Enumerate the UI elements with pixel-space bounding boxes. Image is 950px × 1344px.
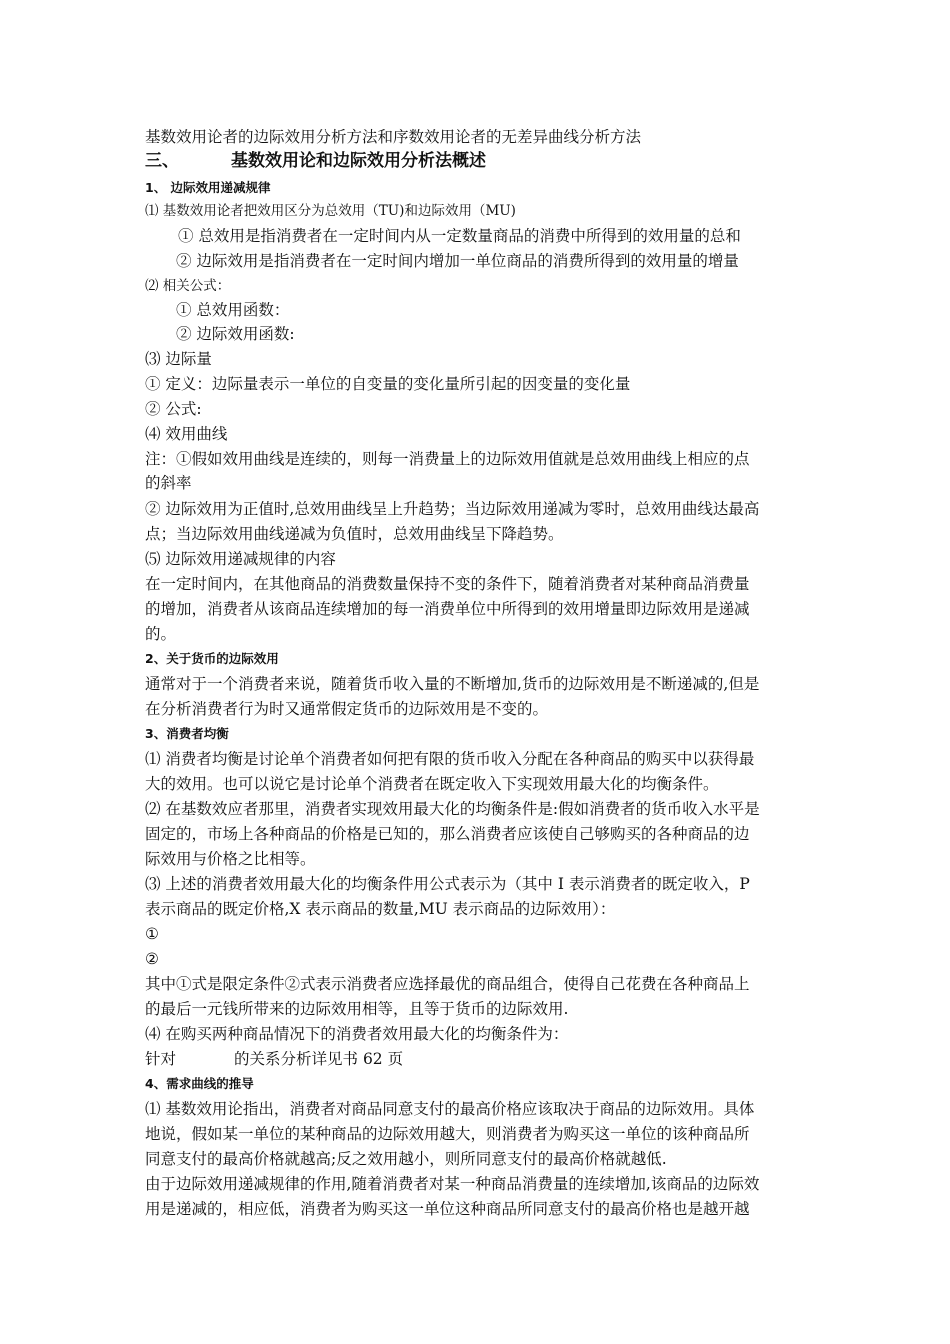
text-fragment: 的关系分析详见书 62 页 [234,1050,404,1068]
paragraph: 表示商品的既定价格,X 表示商品的数量,MU 表示商品的边际效用）： [145,900,616,918]
paragraph: 的斜率 [145,474,192,492]
paragraph: 注：①假如效用曲线是连续的，则每一消费量上的边际效用值就是总效用曲线上相应的点 [145,450,750,468]
section-heading [145,151,486,171]
paragraph: ① 定义：边际量表示一单位的自变量的变化量所引起的因变量的变化量 [145,375,631,393]
paragraph: ① 总效用函数： [176,301,290,319]
paragraph: 的增加，消费者从该商品连续增加的每一消费单位中所得到的效用增量即边际效用是递减 [145,600,750,618]
subheading-3: 3、消费者均衡 [145,726,229,741]
paragraph: 点；当边际效用曲线递减为负值时，总效用曲线呈下降趋势。 [145,525,564,543]
paragraph: ② 边际效用为正值时,总效用曲线呈上升趋势；当边际效用递减为零时，总效用曲线达最高 [145,500,760,518]
paragraph: ⑴ 基数效用论指出，消费者对商品同意支付的最高价格应该取决于商品的边际效用。具体 [145,1100,755,1118]
paragraph: ⑴ 基数效用论者把效用区分为总效用（TU)和边际效用（MU) [145,203,516,219]
paragraph: ⑵ 相关公式： [145,278,231,294]
paragraph: ② 边际效用函数: [176,325,295,343]
paragraph: ② 公式: [145,400,202,418]
paragraph: ⑵ 在基数效应者那里，消费者实现效用最大化的均衡条件是:假如消费者的货币收入水平是 [145,800,760,818]
paragraph: ① 总效用是指消费者在一定时间内从一定数量商品的消费中所得到的效用量的总和 [178,227,741,245]
subheading-4: 4、需求曲线的推导 [145,1076,254,1091]
paragraph: 大的效用。也可以说它是讨论单个消费者在既定收入下实现效用最大化的均衡条件。 [145,775,719,793]
heading-title: 基数效用论和边际效用分析法概述 [231,151,486,171]
intro-line: 基数效用论者的边际效用分析方法和序数效用论者的无差异曲线分析方法 [145,128,642,146]
paragraph: 的最后一元钱所带来的边际效用相等，且等于货币的边际效用. [145,1000,569,1018]
paragraph: ⑶ 上述的消费者效用最大化的均衡条件用公式表示为（其中 I 表示消费者的既定收入，P [145,875,750,893]
subheading-2: 2、关于货币的边际效用 [145,651,279,666]
paragraph: ⑷ 在购买两种商品情况下的消费者效用最大化的均衡条件为： [145,1025,569,1043]
paragraph: 固定的，市场上各种商品的价格是已知的，那么消费者应该使自己够购买的各种商品的边 [145,825,750,843]
paragraph: 由于边际效用递减规律的作用,随着消费者对某一种商品消费量的连续增加,该商品的边际效 [145,1175,760,1193]
paragraph: ⑷ 效用曲线 [145,425,228,443]
paragraph [145,1049,403,1069]
paragraph: 在一定时间内，在其他商品的消费数量保持不变的条件下，随着消费者对某种商品消费量 [145,575,750,593]
paragraph: 同意支付的最高价格就越高;反之效用越小，则所同意支付的最高价格就越低. [145,1150,667,1168]
paragraph: 在分析消费者行为时又通常假定货币的边际效用是不变的。 [145,700,549,718]
paragraph: ② 边际效用是指消费者在一定时间内增加一单位商品的消费所得到的效用量的增量 [176,252,739,270]
paragraph: ⑶ 边际量 [145,350,212,368]
paragraph: 通常对于一个消费者来说，随着货币收入量的不断增加,货币的边际效用是不断递减的,但是 [145,675,760,693]
heading-number: 三、 [145,151,179,171]
paragraph: 的。 [145,625,177,643]
paragraph: 地说，假如某一单位的某种商品的边际效用越大，则消费者为购买这一单位的该种商品所 [145,1125,750,1143]
paragraph: 用是递减的，相应低，消费者为购买这一单位这种商品所同意支付的最高价格也是越开越 [145,1200,750,1218]
paragraph: 其中①式是限定条件②式表示消费者应选择最优的商品组合，使得自己花费在各种商品上 [145,975,750,993]
text-fragment: 针对 [145,1050,177,1068]
subheading-1: 1、 边际效用递减规律 [145,180,271,195]
paragraph: ⑸ 边际效用递减规律的内容 [145,550,336,568]
formula-marker-1: ① [145,925,159,943]
paragraph: ⑴ 消费者均衡是讨论单个消费者如何把有限的货币收入分配在各种商品的购买中以获得最 [145,750,755,768]
formula-marker-2: ② [145,950,159,968]
paragraph: 际效用与价格之比相等。 [145,850,316,868]
